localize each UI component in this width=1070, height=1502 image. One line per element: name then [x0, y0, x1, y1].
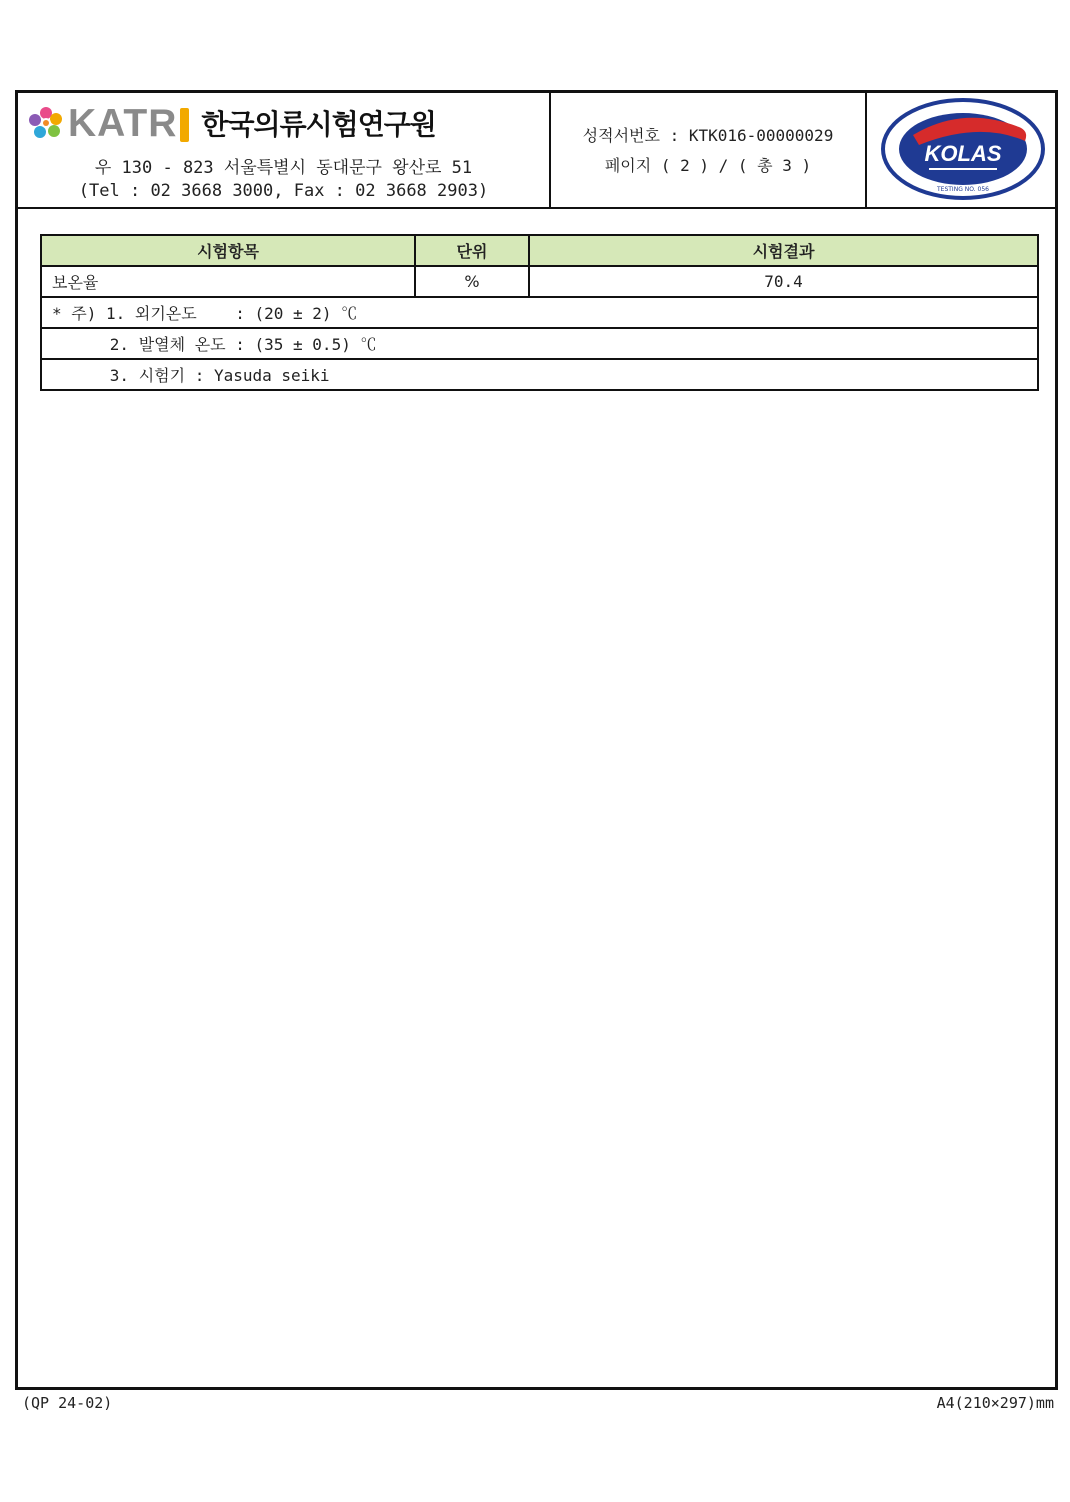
organization-name: 한국의류시험연구원	[201, 108, 436, 141]
note-row	[41, 359, 1038, 390]
table-row	[41, 266, 1038, 297]
katri-i-bar	[180, 108, 189, 142]
header-test-item: 시험항목	[41, 235, 415, 266]
paper-size: A4(210×297)mm	[936, 1394, 1054, 1412]
note-row	[41, 297, 1038, 328]
organization-cell	[18, 93, 551, 207]
page-indicator: 페이지 ( 2 ) / ( 총 3 )	[604, 156, 812, 175]
note-2: 2. 발열체 온도 : (35 ± 0.5) ℃	[41, 328, 1038, 359]
cell-test-item: 보온율	[41, 266, 415, 297]
table-header-row	[41, 235, 1038, 266]
cell-result: 70.4	[529, 266, 1038, 297]
form-code: (QP 24-02)	[22, 1394, 113, 1412]
seal-cell	[867, 93, 1055, 207]
results-table	[40, 234, 1039, 391]
report-frame	[15, 90, 1058, 1390]
report-info-cell	[551, 93, 867, 207]
flower-logo-icon	[28, 105, 64, 141]
organization-contact: (Tel : 02 3668 3000, Fax : 02 3668 2903)	[78, 181, 489, 201]
katri-logo	[28, 101, 436, 145]
note-3: 3. 시험기 : Yasuda seiki	[41, 359, 1038, 390]
katri-wordmark: KATR	[68, 101, 178, 145]
note-row	[41, 328, 1038, 359]
header-result: 시험결과	[529, 235, 1038, 266]
seal-bottom-text: TESTING NO. 056	[937, 186, 989, 193]
note-1: * 주) 1. 외기온도 : (20 ± 2) ℃	[41, 297, 1038, 328]
header-unit: 단위	[415, 235, 529, 266]
kolas-seal-icon	[879, 97, 1047, 201]
report-header	[18, 93, 1055, 209]
seal-center-text: KOLAS	[924, 141, 1002, 166]
cell-unit: %	[415, 266, 529, 297]
report-number: 성적서번호 : KTK016-00000029	[582, 126, 834, 145]
organization-address: 우 130 - 823 서울특별시 동대문구 왕산로 51	[94, 158, 473, 178]
